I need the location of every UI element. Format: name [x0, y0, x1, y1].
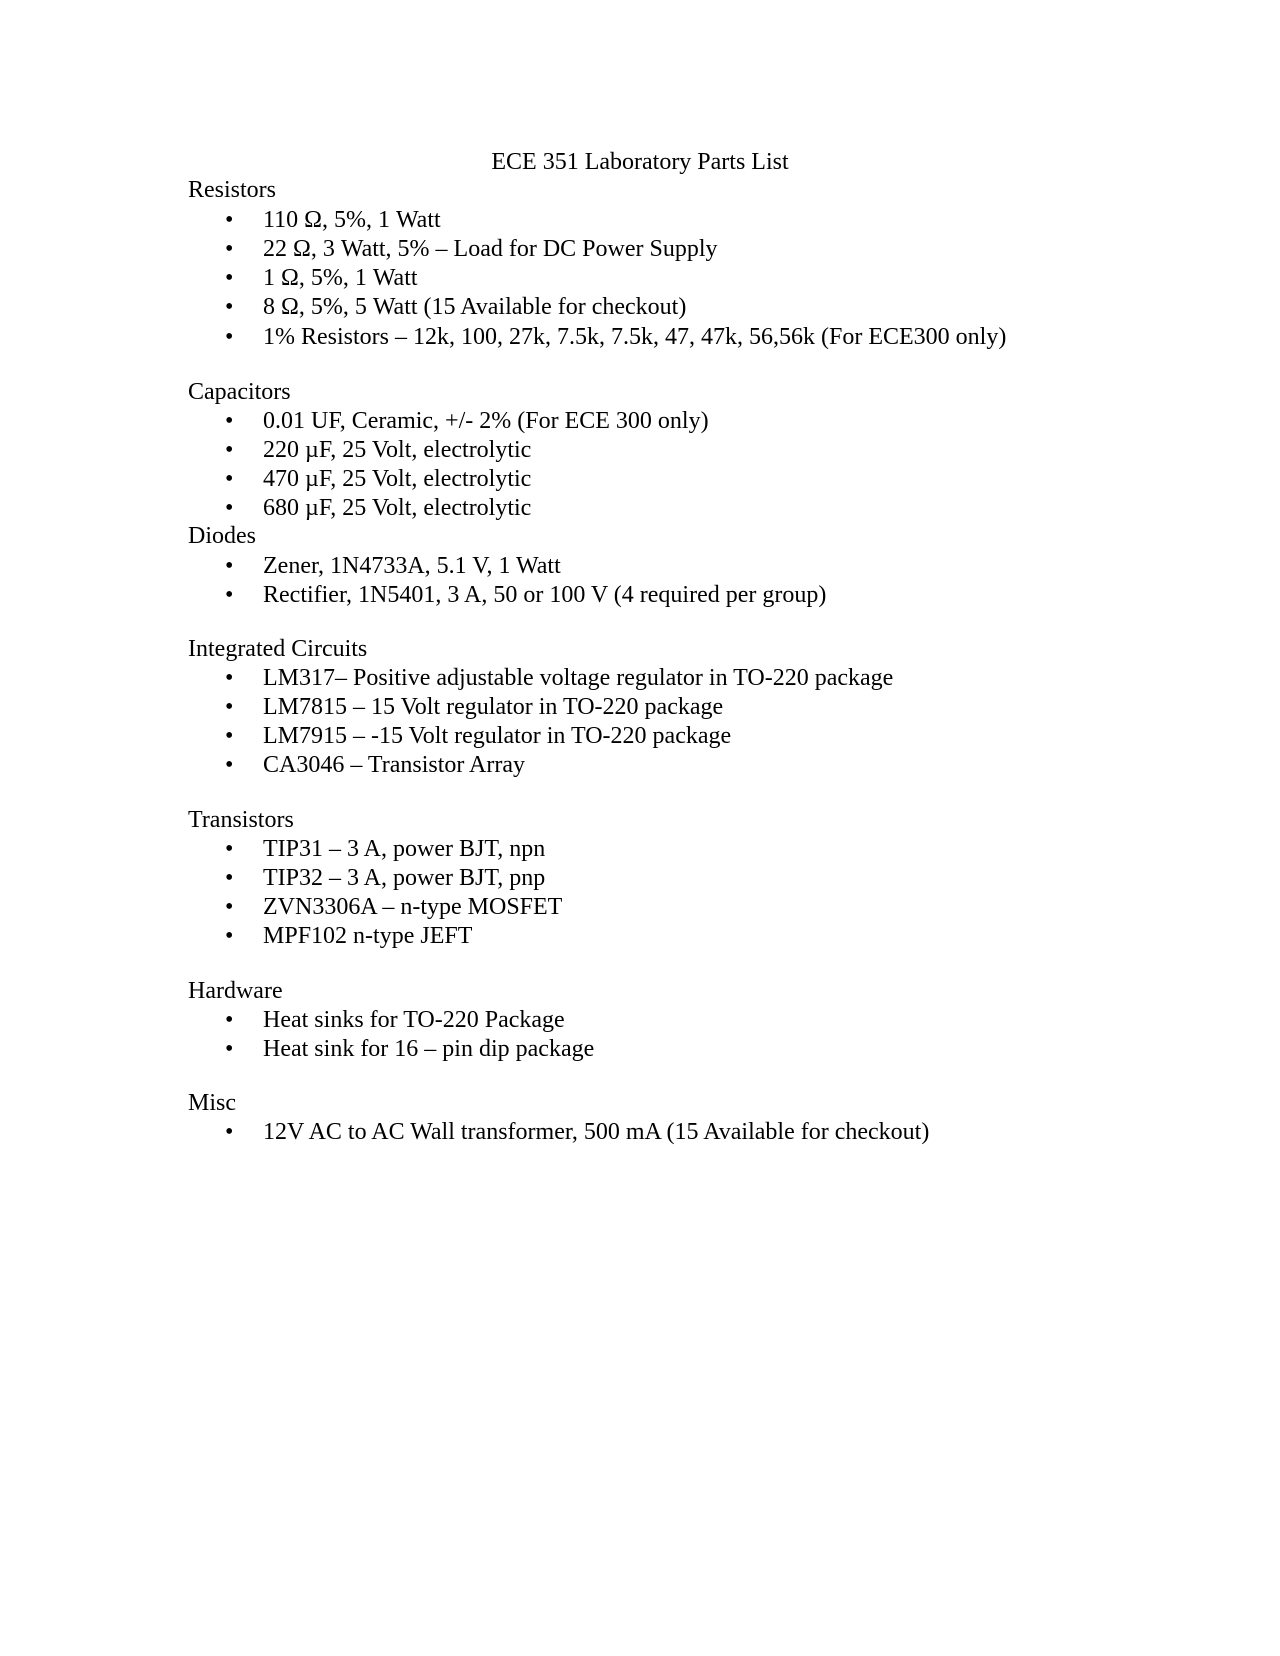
list-item — [0, 663, 1280, 693]
bullet-icon: • — [225, 582, 234, 608]
bullet-icon: • — [225, 294, 234, 320]
list-item — [0, 263, 1280, 293]
section-heading-misc: Misc — [188, 1090, 236, 1116]
section-heading-diodes: Diodes — [188, 523, 256, 549]
list-item — [0, 205, 1280, 235]
list-item-text: TIP32 – 3 A, power BJT, pnp — [263, 865, 546, 891]
list-item — [0, 921, 1280, 951]
section-heading-hardware: Hardware — [188, 978, 283, 1004]
list-item-text: ZVN3306A – n-type MOSFET — [263, 894, 563, 920]
bullet-icon: • — [225, 865, 234, 891]
bullet-icon: • — [225, 665, 234, 691]
list-item — [0, 892, 1280, 922]
list-item — [0, 406, 1280, 436]
section-heading-transistors: Transistors — [188, 807, 294, 833]
bullet-icon: • — [225, 1007, 234, 1033]
list-item-text: LM7915 – -15 Volt regulator in TO-220 package — [263, 723, 732, 749]
bullet-icon: • — [225, 265, 234, 291]
list-item — [0, 750, 1280, 780]
bullet-icon: • — [225, 923, 234, 949]
bullet-icon: • — [225, 1036, 234, 1062]
bullet-icon: • — [225, 408, 234, 434]
bullet-icon: • — [225, 752, 234, 778]
list-item — [0, 322, 1280, 352]
list-item-text: MPF102 n-type JEFT — [263, 923, 473, 949]
list-item-text: 110 Ω, 5%, 1 Watt — [263, 207, 441, 233]
bullet-icon: • — [225, 836, 234, 862]
bullet-icon: • — [225, 466, 234, 492]
list-item — [0, 692, 1280, 722]
list-item — [0, 551, 1280, 581]
list-item-text: 0.01 UF, Ceramic, +/- 2% (For ECE 300 only) — [263, 408, 709, 434]
list-item — [0, 863, 1280, 893]
bullet-icon: • — [225, 694, 234, 720]
bullet-icon: • — [225, 324, 234, 350]
list-item-text: Heat sinks for TO-220 Package — [263, 1007, 565, 1033]
bullet-icon: • — [225, 553, 234, 579]
list-item — [0, 1034, 1280, 1064]
bullet-icon: • — [225, 1119, 234, 1145]
section-heading-capacitors: Capacitors — [188, 379, 291, 405]
list-item — [0, 435, 1280, 465]
list-item-text: Zener, 1N4733A, 5.1 V, 1 Watt — [263, 553, 561, 579]
list-item — [0, 721, 1280, 751]
list-item-text: Rectifier, 1N5401, 3 A, 50 or 100 V (4 required per group) — [263, 582, 827, 608]
bullet-icon: • — [225, 207, 234, 233]
bullet-icon: • — [225, 723, 234, 749]
list-item-text: CA3046 – Transistor Array — [263, 752, 526, 778]
list-item — [0, 1005, 1280, 1035]
bullet-icon: • — [225, 437, 234, 463]
section-heading-integrated-circuits: Integrated Circuits — [188, 636, 368, 662]
list-item-text: TIP31 – 3 A, power BJT, npn — [263, 836, 546, 862]
list-item — [0, 1117, 1280, 1147]
list-item-text: Heat sink for 16 – pin dip package — [263, 1036, 595, 1062]
list-item-text: 22 Ω, 3 Watt, 5% – Load for DC Power Supply — [263, 236, 718, 262]
section-heading-resistors: Resistors — [188, 177, 277, 203]
page-title: ECE 351 Laboratory Parts List — [491, 149, 789, 175]
list-item-text: 680 µF, 25 Volt, electrolytic — [263, 495, 532, 521]
list-item — [0, 834, 1280, 864]
list-item — [0, 493, 1280, 523]
list-item-text: 12V AC to AC Wall transformer, 500 mA (15 Available for checkout) — [263, 1119, 930, 1145]
list-item-text: 470 µF, 25 Volt, electrolytic — [263, 466, 532, 492]
bullet-icon: • — [225, 894, 234, 920]
list-item-text: 8 Ω, 5%, 5 Watt (15 Available for checkout) — [263, 294, 687, 320]
list-item — [0, 292, 1280, 322]
bullet-icon: • — [225, 495, 234, 521]
list-item — [0, 580, 1280, 610]
list-item-text: LM7815 – 15 Volt regulator in TO-220 package — [263, 694, 724, 720]
list-item-text: 220 µF, 25 Volt, electrolytic — [263, 437, 532, 463]
list-item — [0, 464, 1280, 494]
bullet-icon: • — [225, 236, 234, 262]
list-item — [0, 234, 1280, 264]
list-item-text: 1% Resistors – 12k, 100, 27k, 7.5k, 7.5k, 47, 47k, 56,56k (For ECE300 only) — [263, 324, 1007, 350]
list-item-text: LM317– Positive adjustable voltage regulator in TO-220 package — [263, 665, 894, 691]
list-item-text: 1 Ω, 5%, 1 Watt — [263, 265, 418, 291]
